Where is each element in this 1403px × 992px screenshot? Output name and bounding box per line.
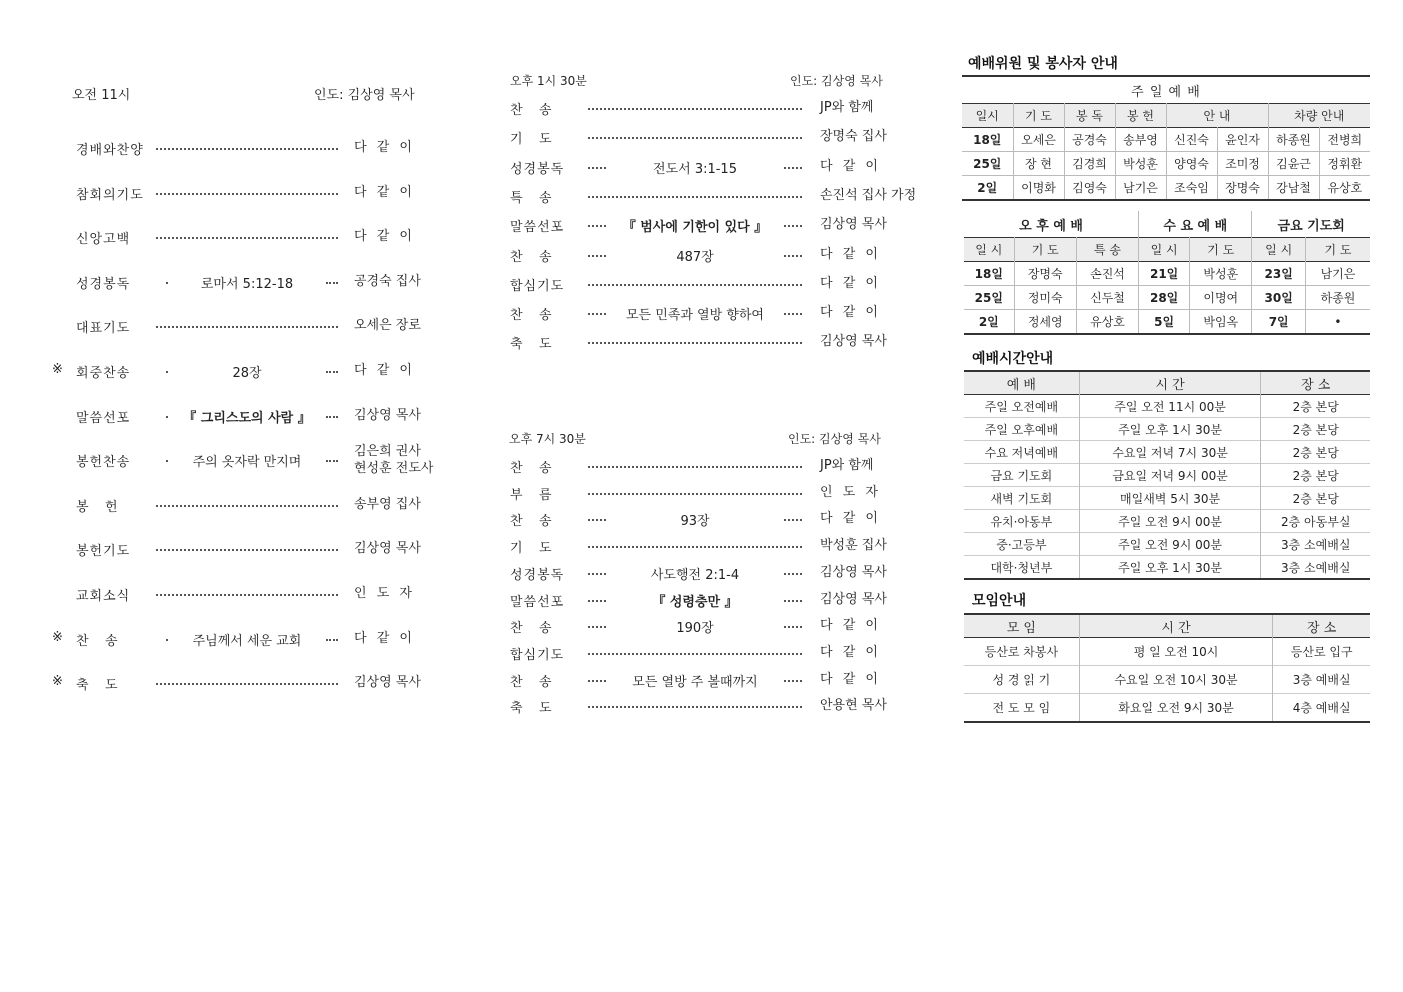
servers-col-header: 일시 [975,109,999,123]
item-label: 합심기도 [510,278,565,294]
item-label: 대표기도 [76,321,131,337]
item-label: 교회소식 [76,589,131,604]
table-cell: 공경숙 [1064,128,1115,152]
item-person: 다 같 이 [354,184,415,200]
table-cell: 수요일 오전 10시 30분 [1079,666,1273,694]
item-label: 찬 송 [510,249,553,265]
item-label: 회중찬송 [76,366,131,381]
item-label: 봉헌찬송 [76,455,131,471]
leader-dots [588,680,606,682]
item-person: 안용현 목사 [820,698,887,714]
table-cell: 주일 오후 1시 30분 [1079,418,1261,441]
item-person: 김상영 목사 [820,591,887,607]
table-cell: 유상호 [1076,310,1138,335]
leader-dots [326,460,338,462]
item-person: 박성훈 집사 [820,538,887,554]
weekly-table [964,211,1370,335]
item-label: 기 도 [510,541,553,557]
table-cell: 28일 [1139,286,1190,310]
asterisk-mark: ※ [52,629,63,645]
weekly-col-header: 기 도 [1190,238,1252,262]
leader-dots [588,137,802,139]
item-label: 찬 송 [510,514,553,530]
leader-dots [784,519,802,521]
leader-dots [588,108,802,110]
item-person: 다 같 이 [354,140,415,155]
item-label: 봉 헌 [76,499,119,515]
table-cell: 평 일 오전 10시 [1079,638,1273,666]
table-cell: 이명화 [1013,176,1064,201]
item-person: 다 같 이 [820,671,881,687]
asterisk-mark: ※ [52,674,63,690]
item-person: 공경숙 집사 [354,273,421,289]
table-row [964,533,1370,556]
morning-time: 오전 11시 [72,88,131,103]
table-cell: 김경희 [1064,152,1115,176]
table-cell: 주일 오후 1시 30분 [1079,556,1261,580]
table-cell: 중·고등부 [996,537,1047,552]
item-person: 다 같 이 [820,511,881,527]
table-row [964,310,1370,335]
item-detail: 모든 민족과 열방 향하여 [626,308,764,324]
leader-dots [326,416,338,418]
leader-dots [784,225,802,227]
table-row [964,286,1370,310]
item-person: 김은희 권사 현성훈 전도사 [354,444,434,477]
table-cell: 30일 [1252,286,1306,310]
table-cell: 4층 예배실 [1273,694,1370,723]
table-cell: 하종원 [1305,286,1370,310]
table-cell: 25일 [974,291,1003,305]
weekly-col-header: 일 시 [1139,238,1190,262]
table-cell: 수요일 저녁 7시 30분 [1079,441,1261,464]
table-row [964,510,1370,533]
item-person: 다 같 이 [820,644,881,660]
table-cell: 대학·청년부 [990,560,1053,575]
leader-dots [166,371,168,373]
leader-dots [588,284,802,286]
table-cell: 21일 [1139,262,1190,286]
sunday-header: 주 일 예 배 [1131,84,1201,100]
table-cell: 장명숙 [1014,262,1076,286]
item-label: 찬 송 [510,103,553,118]
leader-dots [784,680,802,682]
leader-dots [588,706,802,708]
table-cell: 김영숙 [1064,176,1115,201]
table-cell: 하종원 [1268,128,1319,152]
table-cell: 23일 [1252,262,1306,286]
weekly-section-header: 수 요 예 배 [1139,211,1252,238]
item-person: 장명숙 집사 [820,129,887,145]
leader-dots [784,626,802,628]
item-label: 부 름 [510,487,553,503]
table-cell: 25일 [973,157,1002,171]
weekly-col-header: 기 도 [1305,238,1370,262]
table-cell: 박임옥 [1190,310,1252,335]
leader-dots [156,148,338,150]
weekly-col-header: 기 도 [1014,238,1076,262]
leader-dots [326,639,338,641]
table-cell: 오세은 [1013,128,1064,152]
table-cell: 성 경 읽 기 [992,673,1051,687]
item-label: 합심기도 [510,647,565,663]
leader-dots [588,342,802,344]
servers-table [962,75,1370,201]
item-detail: 93장 [680,514,710,530]
leader-dots [588,653,802,655]
table-cell: 18일 [974,267,1003,281]
asterisk-mark: ※ [52,362,63,377]
item-label: 말씀선포 [510,220,565,236]
afternoon-leader: 인도: 김상영 목사 [790,74,883,88]
table-cell: 전병희 [1319,128,1370,152]
table-cell: 2층 본당 [1261,395,1370,418]
meetings-col-header: 모 임 [1006,620,1036,636]
leader-dots [156,237,338,239]
item-label: 찬 송 [510,461,553,476]
table-cell: 주일 오전 9시 00분 [1079,510,1261,533]
item-label: 신앙고백 [76,232,131,248]
table-cell: 이명여 [1190,286,1252,310]
table-cell: 매일새벽 5시 30분 [1079,487,1261,510]
leader-dots [326,282,338,284]
table-cell: 18일 [973,133,1002,147]
item-detail: 487장 [676,249,714,265]
leader-dots [588,519,606,521]
table-cell: 금요 기도회 [990,468,1053,483]
table-cell: 5일 [1139,310,1190,335]
table-row [964,666,1370,694]
item-label: 성경봉독 [510,161,565,177]
table-cell: 김윤근 [1268,152,1319,176]
schedule-col-header: 장 소 [1261,371,1370,395]
item-label: 축 도 [510,701,553,717]
table-cell: 7일 [1252,310,1306,335]
item-person: 다 같 이 [354,229,415,245]
table-cell: 주일 오전 11시 00분 [1079,395,1261,418]
item-label: 찬 송 [510,308,553,324]
table-cell: 정미숙 [1014,286,1076,310]
leader-dots [784,167,802,169]
item-person: 인 도 자 [354,586,415,601]
table-row [964,694,1370,723]
table-cell: 윤인자 [1217,128,1268,152]
afternoon-time: 오후 1시 30분 [510,74,587,88]
leader-dots [156,505,338,507]
item-person: JP와 함께 [820,100,874,115]
table-cell: 수요 저녁예배 [984,445,1059,460]
table-cell: 조미정 [1217,152,1268,176]
weekly-section-header: 오 후 예 배 [1019,218,1083,234]
evening-time: 오후 7시 30분 [509,432,586,446]
item-detail: 사도행전 2:1-4 [650,567,740,583]
item-detail: 로마서 5:12-18 [200,276,294,292]
item-person: 김상영 목사 [820,564,887,580]
table-cell: 정세영 [1014,310,1076,335]
item-person: 김상영 목사 [354,407,421,423]
table-row [964,395,1370,418]
meetings-col-header: 장 소 [1273,614,1370,638]
item-detail: 주님께서 세운 교회 [192,633,302,649]
weekly-col-header: 일 시 [975,243,1003,257]
item-label: 찬 송 [76,633,119,649]
table-cell: 손진석 [1076,262,1138,286]
table-cell: 화요일 오전 9시 30분 [1079,694,1273,723]
item-label: 말씀선포 [510,594,565,610]
table-cell: 등산로 입구 [1273,638,1370,666]
table-cell: 남기은 [1305,262,1370,286]
leader-dots [156,193,338,195]
item-label: 찬 송 [510,674,553,690]
table-cell: 3층 예배실 [1273,666,1370,694]
table-cell: 2층 본당 [1261,487,1370,510]
table-cell: 유상호 [1319,176,1370,201]
item-detail: 28장 [232,366,262,381]
leader-dots [588,573,606,575]
evening-leader: 인도: 김상영 목사 [788,432,881,446]
leader-dots [784,573,802,575]
table-cell: 전 도 모 임 [992,701,1051,715]
table-cell: 조숙임 [1166,176,1217,201]
item-label: 경배와찬양 [76,143,144,158]
meetings-title: 모임안내 [972,593,1027,609]
item-person: 다 같 이 [354,630,415,646]
leader-dots [166,416,168,418]
weekly-col-header: 특 송 [1076,238,1138,262]
item-label: 말씀선포 [76,410,131,426]
table-row [964,487,1370,510]
item-label: 특 송 [510,190,553,206]
leader-dots [156,549,338,551]
item-person: 김상영 목사 [820,334,887,350]
table-row [962,152,1370,176]
leader-dots [166,282,168,284]
leader-dots [784,255,802,257]
schedule-title: 예배시간안내 [972,351,1054,367]
sermon-title: 『 그리스도의 사람 』 [183,410,311,426]
weekly-section-header: 금요 기도회 [1252,211,1370,238]
table-row [964,418,1370,441]
table-cell: 2층 아동부실 [1261,510,1370,533]
item-label: 성경봉독 [76,276,131,292]
table-cell: 유치·아동부 [990,514,1053,529]
item-person: 다 같 이 [820,246,881,262]
item-label: 참회의기도 [76,187,144,203]
item-label: 찬 송 [510,621,553,637]
table-cell: 장명숙 [1217,176,1268,201]
schedule-col-header: 시 간 [1079,371,1261,395]
table-cell: 3층 소예배실 [1261,556,1370,580]
leader-dots [588,255,606,257]
item-person: 인 도 자 [820,484,881,500]
table-cell: 박성훈 [1190,262,1252,286]
servers-col-header: 봉 헌 [1115,104,1166,128]
table-cell: 강남철 [1268,176,1319,201]
meetings-col-header: 시 간 [1079,614,1273,638]
table-row [964,262,1370,286]
item-person: 손진석 집사 가정 [820,187,917,203]
leader-dots [588,493,802,495]
sermon-title: 『 범사에 기한이 있다 』 [622,220,768,236]
table-row [962,176,1370,201]
table-row [962,128,1370,152]
item-label: 봉헌기도 [76,544,131,560]
item-person: 오세은 장로 [354,318,421,334]
servers-title: 예배위원 및 봉사자 안내 [968,56,1118,72]
leader-dots [588,313,606,315]
leader-dots [784,600,802,602]
table-cell: 2일 [977,181,998,195]
leader-dots [166,460,168,462]
table-cell: 2층 본당 [1261,441,1370,464]
leader-dots [588,626,606,628]
table-cell: • [1305,310,1370,335]
servers-col-header: 안 내 [1166,104,1268,128]
table-cell: 주일 오전예배 [984,399,1059,414]
table-row [964,464,1370,487]
weekly-col-header: 일 시 [1252,238,1306,262]
leader-dots [588,600,606,602]
table-cell: 주일 오전 9시 00분 [1079,533,1261,556]
servers-col-header: 기 도 [1013,104,1064,128]
table-cell: 2일 [978,315,999,329]
table-cell: 2층 본당 [1261,418,1370,441]
sermon-title: 『 성령충만 』 [652,594,738,610]
item-label: 축 도 [76,678,119,694]
schedule-col-header: 예 배 [1006,377,1036,393]
item-detail: 주의 옷자락 만지며 [192,455,302,471]
leader-dots [588,466,802,468]
leader-dots [156,326,338,328]
leader-dots [156,594,338,596]
item-person: 다 같 이 [820,158,881,174]
table-row [964,638,1370,666]
item-person: 김상영 목사 [354,675,421,691]
table-row [964,556,1370,580]
item-person: 다 같 이 [820,305,881,321]
table-cell: 장 현 [1013,152,1064,176]
item-person: 김상영 목사 [354,541,421,557]
item-detail: 모든 열방 주 볼때까지 [632,674,758,690]
table-cell: 금요일 저녁 9시 00분 [1079,464,1261,487]
item-detail: 전도서 3:1-15 [653,161,737,177]
leader-dots [588,546,802,548]
table-cell: 등산로 차봉사 [984,645,1059,659]
leader-dots [326,371,338,373]
table-cell: 새벽 기도회 [990,491,1053,506]
table-cell: 송부영 [1115,128,1166,152]
table-cell: 신진숙 [1166,128,1217,152]
item-detail: 190장 [676,621,714,637]
item-label: 성경봉독 [510,567,565,583]
item-person: JP와 함께 [820,458,874,473]
table-row [964,441,1370,464]
leader-dots [784,313,802,315]
table-cell: 2층 본당 [1261,464,1370,487]
item-person: 김상영 목사 [820,217,887,233]
table-cell: 양영숙 [1166,152,1217,176]
item-person: 다 같 이 [820,618,881,634]
leader-dots [588,167,606,169]
table-cell: 3층 소예배실 [1261,533,1370,556]
item-label: 축 도 [510,337,553,353]
servers-col-header: 봉 독 [1064,104,1115,128]
servers-col-header: 차량 안내 [1268,104,1370,128]
morning-leader: 인도: 김상영 목사 [314,88,415,103]
leader-dots [588,196,802,198]
table-cell: 박성훈 [1115,152,1166,176]
leader-dots [166,639,168,641]
item-person: 다 같 이 [820,275,881,291]
table-cell: 주일 오후예배 [984,422,1059,437]
schedule-table [964,370,1370,580]
table-cell: 정휘환 [1319,152,1370,176]
item-person: 송부영 집사 [354,496,421,512]
item-label: 기 도 [510,132,553,148]
leader-dots [156,683,338,685]
table-cell: 신두철 [1076,286,1138,310]
table-cell: 남기은 [1115,176,1166,201]
item-person: 다 같 이 [354,363,415,378]
leader-dots [588,225,606,227]
meetings-table [964,613,1370,723]
